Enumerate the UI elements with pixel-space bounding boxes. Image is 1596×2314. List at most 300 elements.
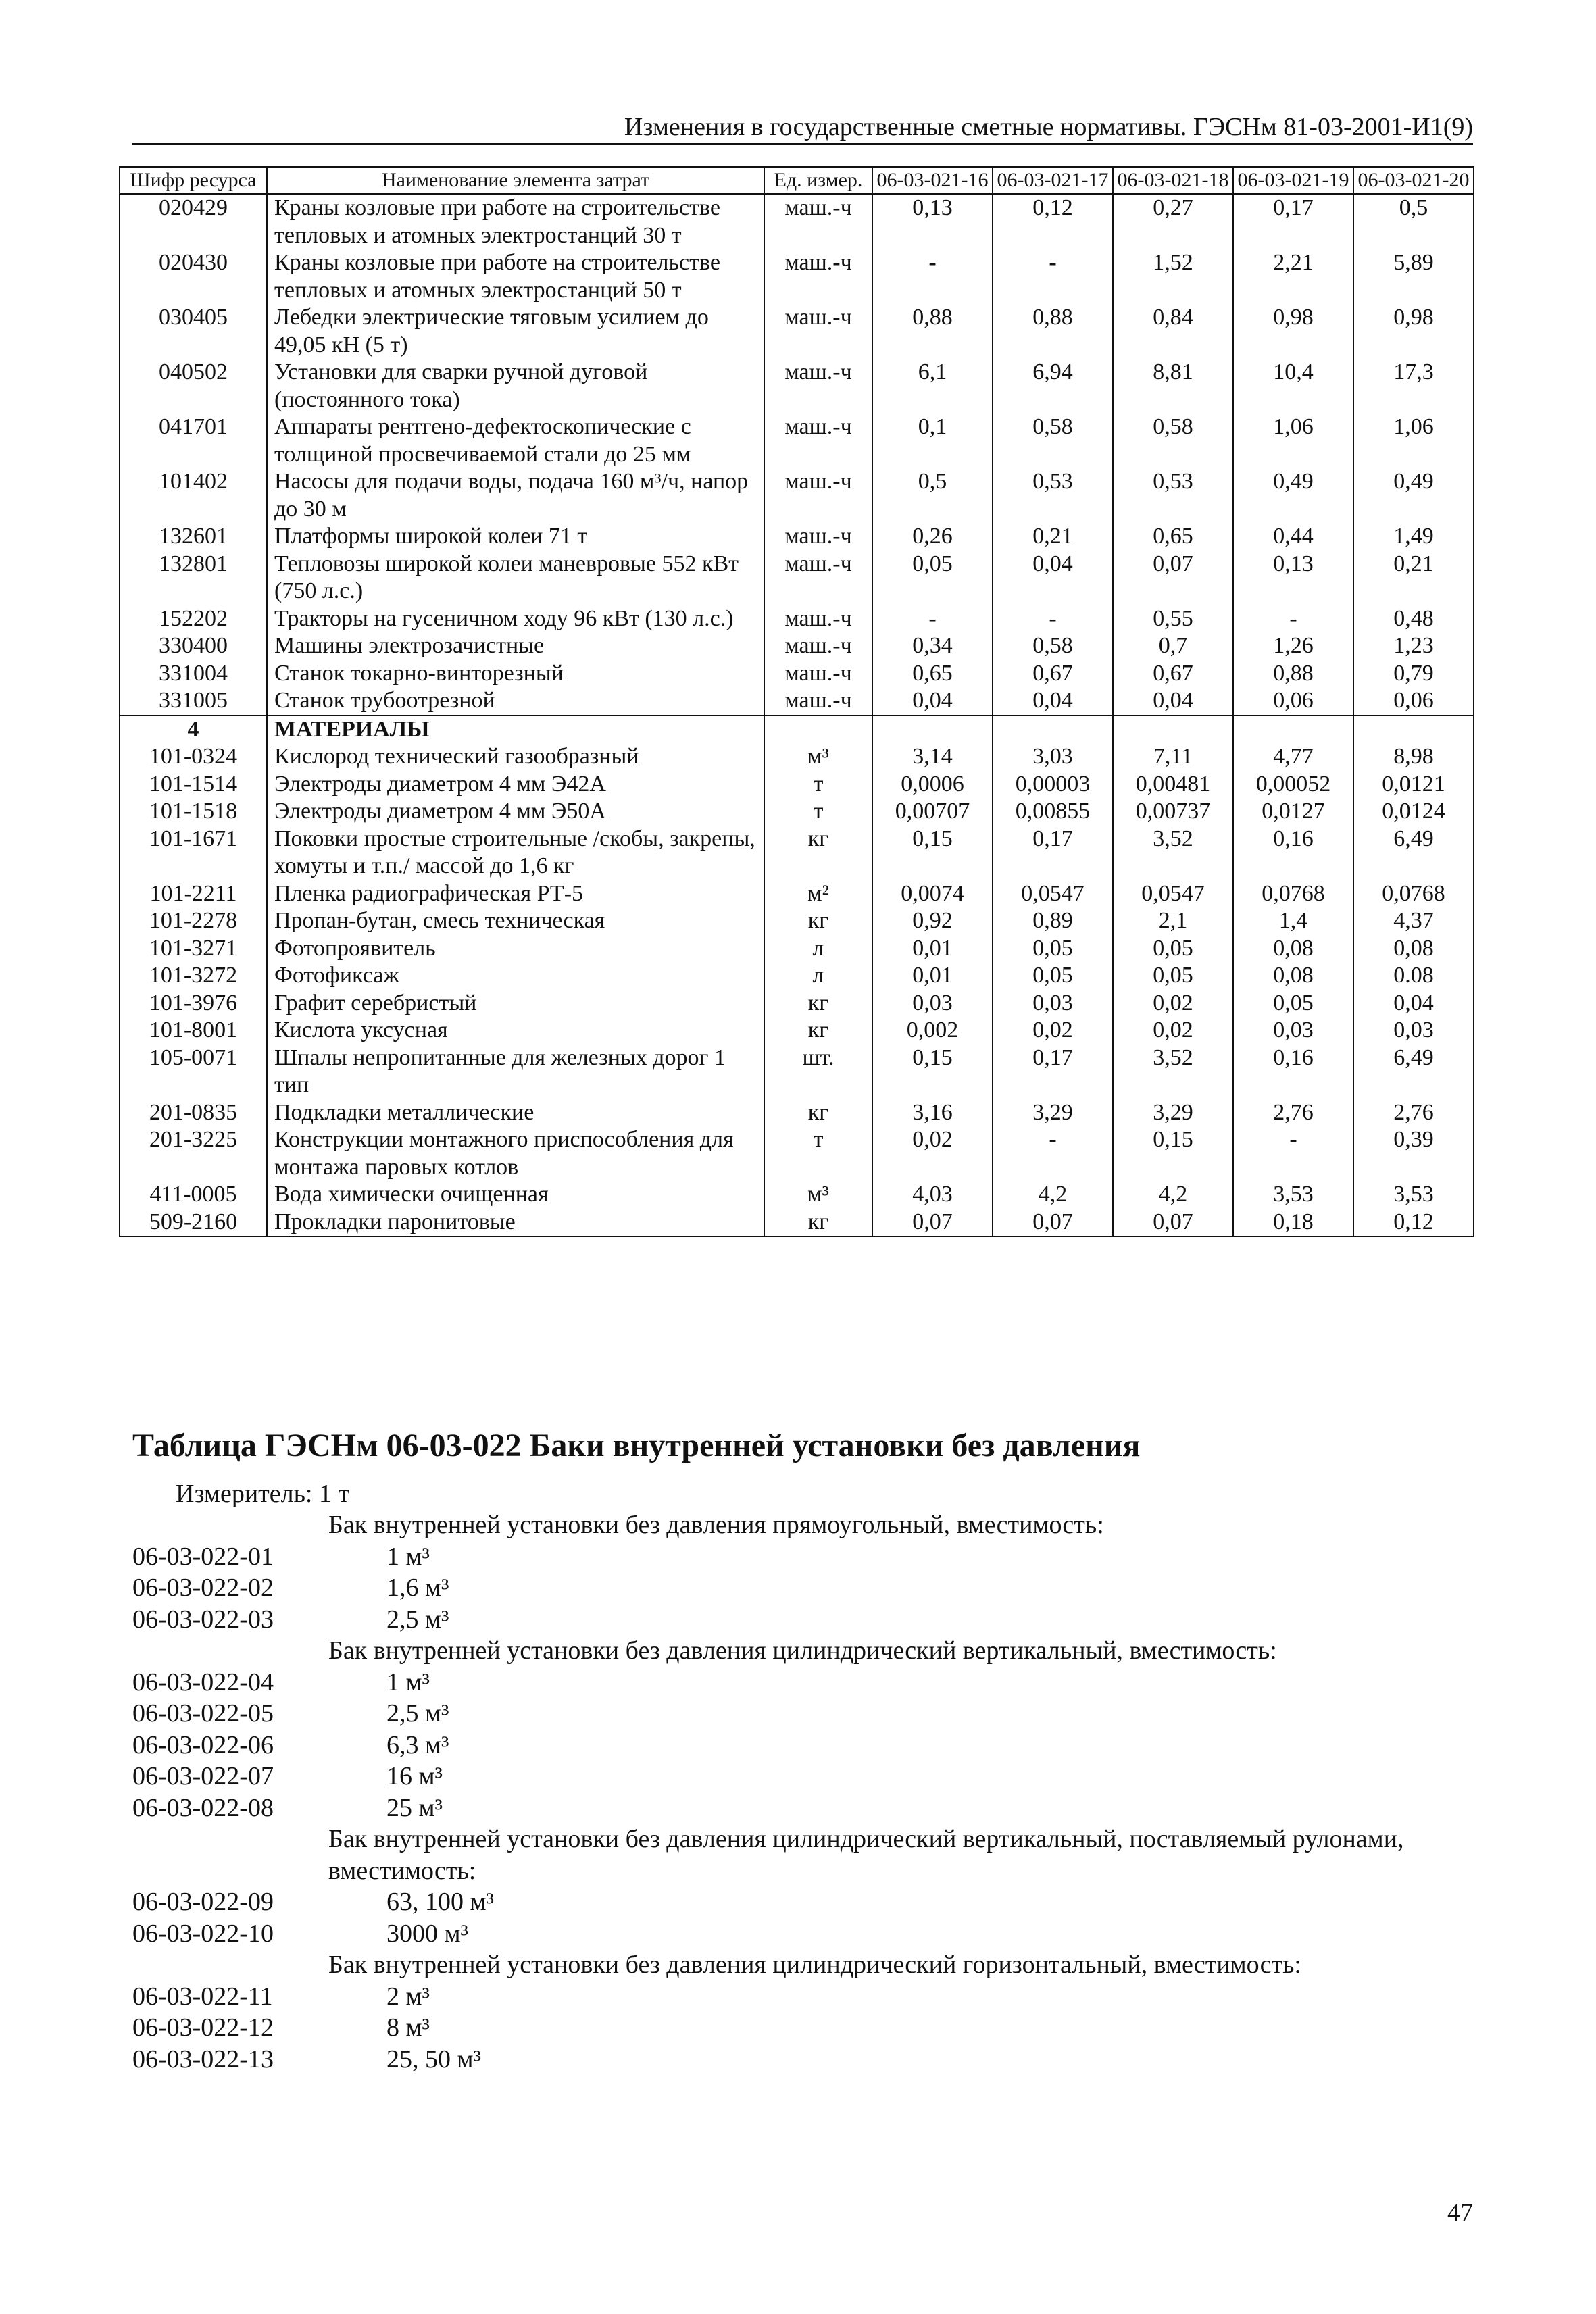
cell-unit: маш.-ч: [764, 468, 872, 523]
spec-item-code: 06-03-022-10: [132, 1919, 274, 1948]
cell-name: Аппараты рентгено-дефектоскопические с толщиной просвечиваемой стали до 25 мм: [267, 413, 764, 468]
spec-item: [132, 1541, 1473, 1573]
cell-value: [1233, 715, 1353, 744]
header-row: [120, 167, 1474, 194]
cell-value: 0,02: [993, 1017, 1113, 1045]
cell-unit: маш.-ч: [764, 304, 872, 359]
cell-value: 0,03: [872, 990, 993, 1017]
cell-value: 0,03: [1353, 1017, 1474, 1045]
cell-value: 0,16: [1233, 826, 1353, 880]
cell-value: 3,29: [1113, 1099, 1233, 1127]
cell-name: МАТЕРИАЛЫ: [267, 715, 764, 744]
cell-value: 0,53: [1113, 468, 1233, 523]
page-number: 47: [1447, 2198, 1473, 2227]
cell-code: 020429: [120, 194, 267, 249]
table-row: [120, 468, 1474, 523]
cell-value: 1,23: [1353, 632, 1474, 660]
cell-value: 0,01: [872, 962, 993, 990]
spec-item-code: 06-03-022-06: [132, 1730, 274, 1759]
cell-unit: маш.-ч: [764, 249, 872, 304]
cell-value: -: [872, 605, 993, 633]
cell-value: 0.08: [1353, 962, 1474, 990]
cell-code: 101-1514: [120, 771, 267, 799]
cell-name: Электроды диаметром 4 мм Э50А: [267, 798, 764, 826]
table-row: [120, 1181, 1474, 1209]
cell-unit: маш.-ч: [764, 632, 872, 660]
cell-value: 0,06: [1233, 687, 1353, 715]
col-header-021-16: 06-03-021-16: [872, 167, 993, 194]
table-row: [120, 632, 1474, 660]
table-row: [120, 605, 1474, 633]
cell-name: Фотопроявитель: [267, 935, 764, 963]
cell-value: 0,48: [1353, 605, 1474, 633]
spec-item-text: 2,5 м³: [386, 1605, 449, 1634]
cell-name: Лебедки электрические тяговым усилием до 49,05 кН (5 т): [267, 304, 764, 359]
cell-value: 0,39: [1353, 1126, 1474, 1181]
table-row: [120, 962, 1474, 990]
spec-item-code: 06-03-022-09: [132, 1888, 274, 1916]
cell-code: 101-3272: [120, 962, 267, 990]
cell-value: 0,13: [1233, 551, 1353, 605]
cell-code: 030405: [120, 304, 267, 359]
cell-code: 101-3976: [120, 990, 267, 1017]
cell-name: Шпалы непропитанные для железных дорог 1 тип: [267, 1045, 764, 1099]
cell-value: 0,17: [1233, 194, 1353, 249]
cell-value: 0,7: [1113, 632, 1233, 660]
cell-value: 10,4: [1233, 359, 1353, 413]
spec-group-caption: Бак внутренней установки без давления прямоугольный, вместимость:: [328, 1511, 1104, 1539]
cell-value: 0,26: [872, 523, 993, 551]
cell-value: 0,05: [993, 962, 1113, 990]
cell-name: Пропан-бутан, смесь техническая: [267, 907, 764, 935]
cell-unit: т: [764, 1126, 872, 1181]
cell-value: 4,77: [1233, 743, 1353, 771]
cell-code: 132801: [120, 551, 267, 605]
spec-item-code: 06-03-022-08: [132, 1793, 274, 1822]
cell-unit: кг: [764, 907, 872, 935]
cell-value: 0,08: [1353, 935, 1474, 963]
cell-value: 4,03: [872, 1181, 993, 1209]
cell-value: 0,88: [872, 304, 993, 359]
spec-item-text: 1 м³: [386, 1667, 430, 1696]
table-row: [120, 359, 1474, 413]
spec-item-code: 06-03-022-13: [132, 2044, 274, 2073]
cell-unit: маш.-ч: [764, 523, 872, 551]
cell-value: 2,76: [1353, 1099, 1474, 1127]
cell-code: 105-0071: [120, 1045, 267, 1099]
spec-list: [132, 1509, 1473, 2075]
spec-item-text: 2,5 м³: [386, 1699, 449, 1728]
cell-value: 0,05: [1113, 935, 1233, 963]
cell-value: 3,52: [1113, 1045, 1233, 1099]
cell-value: 6,49: [1353, 1045, 1474, 1099]
cell-name: Фотофиксаж: [267, 962, 764, 990]
cell-value: 17,3: [1353, 359, 1474, 413]
cell-value: 5,89: [1353, 249, 1474, 304]
cell-value: 0,89: [993, 907, 1113, 935]
cell-value: 1,06: [1353, 413, 1474, 468]
cell-unit: шт.: [764, 1045, 872, 1099]
cell-code: 101-3271: [120, 935, 267, 963]
cell-unit: м²: [764, 880, 872, 908]
cell-unit: л: [764, 935, 872, 963]
spec-group-caption: Бак внутренней установки без давления цилиндрический вертикальный, поставляемый рулонами, вместимость:: [328, 1825, 1404, 1885]
spec-item-code: 06-03-022-02: [132, 1574, 274, 1602]
cell-code: 040502: [120, 359, 267, 413]
cell-value: 0,05: [1113, 962, 1233, 990]
cell-value: 0,5: [872, 468, 993, 523]
cell-value: 0,13: [872, 194, 993, 249]
cell-value: 0,00737: [1113, 798, 1233, 826]
table-row: [120, 907, 1474, 935]
cell-value: [1353, 715, 1474, 744]
cell-value: 6,1: [872, 359, 993, 413]
cell-name: Станок токарно-винторезный: [267, 660, 764, 688]
table-row: [120, 551, 1474, 605]
cell-value: 0,07: [993, 1209, 1113, 1237]
cell-value: 0,07: [1113, 1209, 1233, 1237]
cell-value: 0,65: [872, 660, 993, 688]
table-row: [120, 249, 1474, 304]
cell-code: 152202: [120, 605, 267, 633]
cell-value: -: [872, 249, 993, 304]
spec-item-text: 63, 100 м³: [386, 1888, 494, 1916]
cell-unit: кг: [764, 990, 872, 1017]
cell-value: 0,21: [993, 523, 1113, 551]
cell-value: 0,0768: [1353, 880, 1474, 908]
cell-name: Конструкции монтажного приспособления для монтажа паровых котлов: [267, 1126, 764, 1181]
col-header-021-17: 06-03-021-17: [993, 167, 1113, 194]
cell-value: 0,07: [1113, 551, 1233, 605]
cell-value: [1113, 715, 1233, 744]
cell-value: 0,04: [1113, 687, 1233, 715]
cell-value: -: [993, 605, 1113, 633]
spec-item: [132, 1761, 1473, 1792]
col-header-021-19: 06-03-021-19: [1233, 167, 1353, 194]
spec-item-code: 06-03-022-05: [132, 1699, 274, 1728]
cell-value: 0,44: [1233, 523, 1353, 551]
table-row: [120, 687, 1474, 715]
spec-item: [132, 1667, 1473, 1699]
cell-value: 0,92: [872, 907, 993, 935]
section-row: [120, 715, 1474, 744]
cell-value: 0,58: [1113, 413, 1233, 468]
cell-code: 331005: [120, 687, 267, 715]
cell-name: Краны козловые при работе на строительстве тепловых и атомных электростанций 30 т: [267, 194, 764, 249]
cell-value: 0,21: [1353, 551, 1474, 605]
cell-value: 2,1: [1113, 907, 1233, 935]
cell-code: 101-1671: [120, 826, 267, 880]
cell-value: 0,05: [872, 551, 993, 605]
table-row: [120, 935, 1474, 963]
cell-code: 101-2211: [120, 880, 267, 908]
cell-value: 0,03: [1233, 1017, 1353, 1045]
cell-value: 3,29: [993, 1099, 1113, 1127]
cell-value: 0,00855: [993, 798, 1113, 826]
cell-name: Тракторы на гусеничном ходу 96 кВт (130 л.с.): [267, 605, 764, 633]
cell-value: 0,98: [1233, 304, 1353, 359]
measure-unit: Измеритель: 1 т: [176, 1480, 350, 1508]
cell-value: 0,0074: [872, 880, 993, 908]
cell-code: 201-0835: [120, 1099, 267, 1127]
cell-name: Краны козловые при работе на строительстве тепловых и атомных электростанций 50 т: [267, 249, 764, 304]
cell-unit: маш.-ч: [764, 605, 872, 633]
cell-unit: маш.-ч: [764, 687, 872, 715]
cell-name: Графит серебристый: [267, 990, 764, 1017]
cell-value: 0,1: [872, 413, 993, 468]
table-row: [120, 1017, 1474, 1045]
cell-value: 0,08: [1233, 962, 1353, 990]
cell-value: 0,00052: [1233, 771, 1353, 799]
spec-item-code: 06-03-022-07: [132, 1762, 274, 1790]
spec-item-code: 06-03-022-04: [132, 1667, 274, 1696]
cell-value: 0,0768: [1233, 880, 1353, 908]
running-header: [132, 114, 1473, 145]
cell-value: 0,58: [993, 632, 1113, 660]
cell-value: 0,98: [1353, 304, 1474, 359]
cell-value: 2,21: [1233, 249, 1353, 304]
cell-code: 041701: [120, 413, 267, 468]
cell-name: Электроды диаметром 4 мм Э42А: [267, 771, 764, 799]
cell-unit: кг: [764, 1017, 872, 1045]
col-header-021-18: 06-03-021-18: [1113, 167, 1233, 194]
spec-item-text: 25, 50 м³: [386, 2044, 481, 2073]
cell-code: 4: [120, 715, 267, 744]
cell-code: 020430: [120, 249, 267, 304]
col-header-unit: Ед. измер.: [764, 167, 872, 194]
cell-value: 3,53: [1353, 1181, 1474, 1209]
resource-table-body: [120, 194, 1474, 1236]
cell-code: 331004: [120, 660, 267, 688]
cell-value: 0,02: [872, 1126, 993, 1181]
spec-group-caption: Бак внутренней установки без давления цилиндрический вертикальный, вместимость:: [328, 1636, 1277, 1665]
spec-item-text: 6,3 м³: [386, 1730, 449, 1759]
cell-value: 0,00003: [993, 771, 1113, 799]
cell-value: 4,37: [1353, 907, 1474, 935]
cell-value: 0,07: [872, 1209, 993, 1237]
spec-item: [132, 1730, 1473, 1761]
cell-value: [872, 715, 993, 744]
cell-value: 1,4: [1233, 907, 1353, 935]
cell-name: Машины электрозачистные: [267, 632, 764, 660]
cell-unit: кг: [764, 826, 872, 880]
cell-value: -: [1233, 605, 1353, 633]
cell-code: 101-2278: [120, 907, 267, 935]
resource-table: [119, 166, 1474, 1237]
cell-value: 0,05: [1233, 990, 1353, 1017]
cell-value: 0,04: [1353, 990, 1474, 1017]
cell-value: 1,49: [1353, 523, 1474, 551]
spec-group-caption: Бак внутренней установки без давления цилиндрический горизонтальный, вместимость:: [328, 1951, 1301, 1979]
table-row: [120, 743, 1474, 771]
cell-value: 3,53: [1233, 1181, 1353, 1209]
cell-code: 201-3225: [120, 1126, 267, 1181]
table-heading: Таблица ГЭСНм 06-03-022 Баки внутренней установки без давления: [132, 1428, 1141, 1463]
cell-value: 0,0124: [1353, 798, 1474, 826]
cell-value: 0,15: [872, 1045, 993, 1099]
cell-value: 3,14: [872, 743, 993, 771]
table-row: [120, 413, 1474, 468]
cell-value: -: [993, 249, 1113, 304]
cell-value: 0,49: [1233, 468, 1353, 523]
cell-value: 7,11: [1113, 743, 1233, 771]
table-row: [120, 880, 1474, 908]
cell-value: 3,52: [1113, 826, 1233, 880]
cell-code: 101-1518: [120, 798, 267, 826]
running-header-title: Изменения в государственные сметные нормативы. ГЭСНм 81-03-2001-И1(9): [624, 113, 1473, 141]
cell-value: [993, 715, 1113, 744]
table-row: [120, 798, 1474, 826]
cell-value: 0,0547: [1113, 880, 1233, 908]
table-row: [120, 304, 1474, 359]
cell-value: 1,06: [1233, 413, 1353, 468]
cell-value: 0,02: [1113, 990, 1233, 1017]
spec-item-text: 1 м³: [386, 1542, 430, 1571]
table-row: [120, 523, 1474, 551]
cell-name: Прокладки паронитовые: [267, 1209, 764, 1237]
cell-value: 0,03: [993, 990, 1113, 1017]
spec-item: [132, 1886, 1473, 1918]
cell-value: 6,94: [993, 359, 1113, 413]
col-header-name: Наименование элемента затрат: [267, 167, 764, 194]
cell-value: 0,06: [1353, 687, 1474, 715]
cell-value: 8,98: [1353, 743, 1474, 771]
table-row: [120, 771, 1474, 799]
cell-value: 0,05: [993, 935, 1113, 963]
table-row: [120, 826, 1474, 880]
table-row: [120, 1099, 1474, 1127]
cell-unit: маш.-ч: [764, 359, 872, 413]
cell-value: 0,67: [993, 660, 1113, 688]
cell-code: 132601: [120, 523, 267, 551]
spec-item-text: 25 м³: [386, 1793, 443, 1822]
cell-value: 0,18: [1233, 1209, 1353, 1237]
resource-table-header: [120, 167, 1474, 194]
cell-code: 101402: [120, 468, 267, 523]
cell-value: -: [993, 1126, 1113, 1181]
cell-value: 0,16: [1233, 1045, 1353, 1099]
cell-value: 0,67: [1113, 660, 1233, 688]
cell-value: 0,02: [1113, 1017, 1233, 1045]
spec-item-text: 2 м³: [386, 1982, 430, 2011]
table-row: [120, 194, 1474, 249]
spec-item-code: 06-03-022-11: [132, 1982, 273, 2011]
table-row: [120, 1126, 1474, 1181]
spec-item-text: 8 м³: [386, 2013, 430, 2042]
cell-unit: маш.-ч: [764, 551, 872, 605]
cell-code: 509-2160: [120, 1209, 267, 1237]
cell-unit: м³: [764, 1181, 872, 1209]
cell-value: 0,65: [1113, 523, 1233, 551]
col-header-021-20: 06-03-021-20: [1353, 167, 1474, 194]
cell-value: 0,04: [993, 687, 1113, 715]
spec-item-code: 06-03-022-12: [132, 2013, 274, 2042]
cell-code: 411-0005: [120, 1181, 267, 1209]
cell-value: 6,49: [1353, 826, 1474, 880]
cell-code: 101-8001: [120, 1017, 267, 1045]
spec-item: [132, 1918, 1473, 1950]
cell-value: 0,0006: [872, 771, 993, 799]
cell-value: 0,04: [872, 687, 993, 715]
cell-value: 0,5: [1353, 194, 1474, 249]
cell-unit: м³: [764, 743, 872, 771]
cell-value: 0,84: [1113, 304, 1233, 359]
cell-value: 0,79: [1353, 660, 1474, 688]
cell-unit: маш.-ч: [764, 194, 872, 249]
cell-value: 0,002: [872, 1017, 993, 1045]
cell-value: 1,52: [1113, 249, 1233, 304]
cell-value: 0,12: [1353, 1209, 1474, 1237]
cell-value: 4,2: [1113, 1181, 1233, 1209]
cell-code: 330400: [120, 632, 267, 660]
cell-value: 4,2: [993, 1181, 1113, 1209]
spec-item: [132, 1604, 1473, 1636]
cell-value: 0,12: [993, 194, 1113, 249]
cell-name: Кислота уксусная: [267, 1017, 764, 1045]
cell-value: 0,88: [1233, 660, 1353, 688]
cell-value: 0,27: [1113, 194, 1233, 249]
cell-value: 0,15: [1113, 1126, 1233, 1181]
spec-item-code: 06-03-022-03: [132, 1605, 274, 1634]
cell-value: 2,76: [1233, 1099, 1353, 1127]
cell-value: 0,55: [1113, 605, 1233, 633]
cell-value: 0,34: [872, 632, 993, 660]
cell-value: 0,88: [993, 304, 1113, 359]
cell-value: 0,49: [1353, 468, 1474, 523]
cell-name: Поковки простые строительные /скобы, закрепы, хомуты и т.п./ массой до 1,6 кг: [267, 826, 764, 880]
cell-value: 0,0127: [1233, 798, 1353, 826]
cell-name: Насосы для подачи воды, подача 160 м³/ч, напор до 30 м: [267, 468, 764, 523]
spec-item: [132, 1792, 1473, 1824]
cell-value: 0,17: [993, 826, 1113, 880]
cell-value: -: [1233, 1126, 1353, 1181]
table-row: [120, 1045, 1474, 1099]
spec-item: [132, 1981, 1473, 2013]
cell-name: Тепловозы широкой колеи маневровые 552 кВт (750 л.с.): [267, 551, 764, 605]
cell-name: Подкладки металлические: [267, 1099, 764, 1127]
cell-name: Вода химически очищенная: [267, 1181, 764, 1209]
cell-unit: маш.-ч: [764, 413, 872, 468]
spec-item-text: 16 м³: [386, 1762, 443, 1790]
cell-value: 0,15: [872, 826, 993, 880]
cell-unit: кг: [764, 1209, 872, 1237]
cell-unit: л: [764, 962, 872, 990]
cell-name: Кислород технический газообразный: [267, 743, 764, 771]
table-row: [120, 990, 1474, 1017]
cell-unit: т: [764, 798, 872, 826]
cell-value: 0,0547: [993, 880, 1113, 908]
cell-value: 1,26: [1233, 632, 1353, 660]
cell-name: Станок трубоотрезной: [267, 687, 764, 715]
cell-value: 0,01: [872, 935, 993, 963]
spec-item: [132, 2044, 1473, 2076]
cell-value: 0,58: [993, 413, 1113, 468]
spec-item-text: 3000 м³: [386, 1919, 468, 1948]
cell-unit: т: [764, 771, 872, 799]
cell-value: 3,16: [872, 1099, 993, 1127]
cell-value: 0,00481: [1113, 771, 1233, 799]
spec-item-code: 06-03-022-01: [132, 1542, 274, 1571]
cell-value: 0,53: [993, 468, 1113, 523]
cell-name: Пленка радиографическая РТ-5: [267, 880, 764, 908]
table-row: [120, 1209, 1474, 1237]
cell-unit: маш.-ч: [764, 660, 872, 688]
cell-value: 8,81: [1113, 359, 1233, 413]
cell-name: Платформы широкой колеи 71 т: [267, 523, 764, 551]
cell-value: 3,03: [993, 743, 1113, 771]
spec-item: [132, 2012, 1473, 2044]
cell-name: Установки для сварки ручной дуговой (постоянного тока): [267, 359, 764, 413]
